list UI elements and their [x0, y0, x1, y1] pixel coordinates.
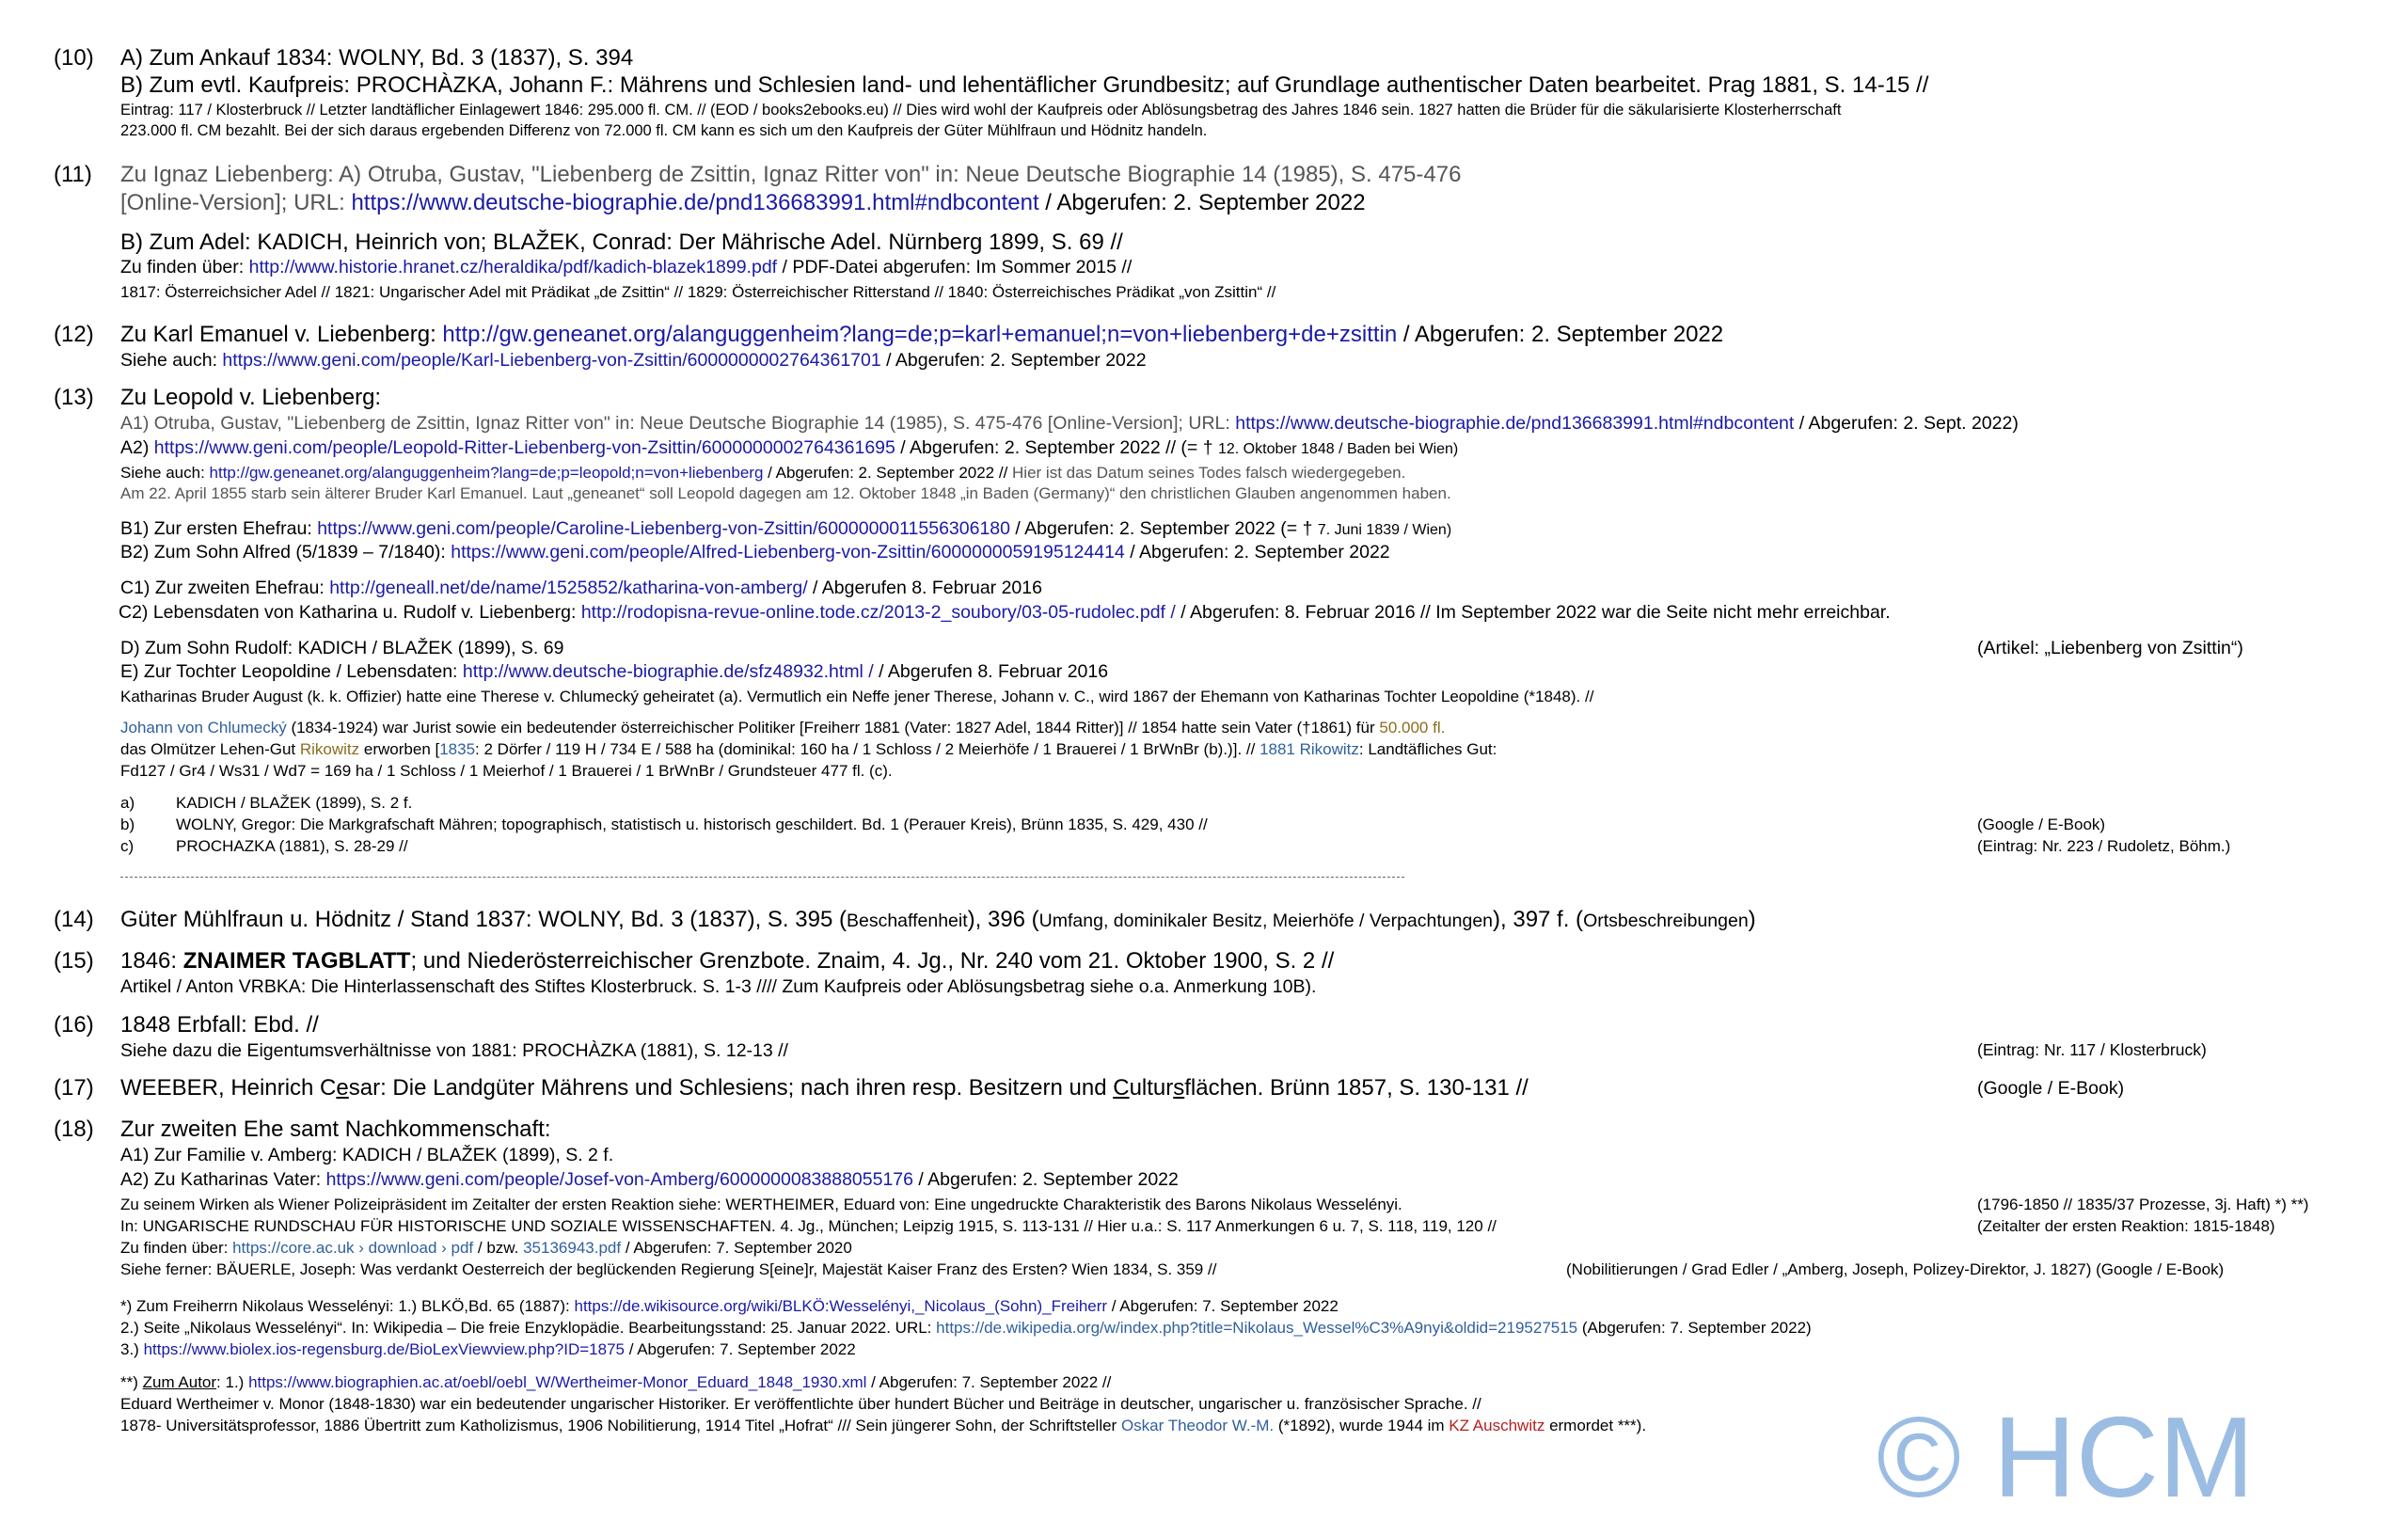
deutsche-biographie-sfz-link[interactable]: http://www.deutsche-biographie.de/sfz48932.html / — [462, 661, 874, 682]
note-11-line-b-suffix: / Abgerufen: 2. September 2022 — [1038, 190, 1366, 215]
geni-caroline-link[interactable]: https://www.geni.com/people/Caroline-Liebenberg-von-Zsittin/6000000011556306180 — [317, 518, 1010, 539]
footnote-2-suffix: (Abgerufen: 7. September 2022) — [1577, 1319, 1812, 1337]
biographien-oebl-link[interactable]: https://www.biographien.ac.at/oebl/oebl_W/Wertheimer-Monor_Eduard_1848_1930.xml — [248, 1373, 867, 1391]
note-13-line-c-suffix: / Abgerufen: 2. September 2022 // (= † — [895, 437, 1218, 458]
note-18-line-d-right: (1796-1850 // 1835/37 Prozesse, 3j. Haft) *) **) — [1977, 1196, 2309, 1213]
note-14-prefix: Güter Mühlfraun u. Hödnitz / Stand 1837: WOLNY, Bd. 3 (1837), S. 395 ( — [120, 907, 847, 932]
ref-right-b: (Google / E-Book) — [1977, 816, 2106, 833]
ref-key-b: b) — [120, 816, 135, 833]
note-18-line-a: Zur zweiten Ehe samt Nachkommenschaft: — [120, 1117, 551, 1142]
note-14-small-3: Ortsbeschreibungen — [1583, 911, 1749, 931]
note-18-line-f — [120, 1240, 852, 1256]
note-13-line-n-e: : 2 Dörfer / 119 H / 734 E / 588 ha (dominikal: 160 ha / 1 Schloss / 2 Meierhöfe / 1 Brauerei / 1 BrWnBr (b).)]. // — [475, 740, 1260, 758]
note-11-line-a: Zu Ignaz Liebenberg: A) Otruba, Gustav, "Liebenberg de Zsittin, Ignaz Ritter von" in: Neue Deutsche Biographie 14 (1985), S. 475-476 — [120, 162, 1462, 187]
footnote-4-prefix: **) — [120, 1373, 143, 1391]
note-13-line-m-text: (1834-1924) war Jurist sowie ein bedeutender österreichischer Politiker [Freiherr 1881 (Vater: 1827 Adel, 1844 Ritter)] // 1854 hatte sein Vater (†1861) für — [286, 719, 1380, 737]
note-18-line-c-prefix: A2) Zu Katharinas Vater: — [120, 1169, 326, 1190]
note-13-line-k-prefix: E) Zur Tochter Leopoldine / Lebensdaten: — [120, 661, 463, 682]
note-13-line-b-prefix: A1) Otruba, Gustav, "Liebenberg de Zsittin, Ignaz Ritter von" in: Neue Deutsche Biographie 14 (1985), S. 475-476 [Online-Version]; URL: — [120, 413, 1236, 434]
note-11-line-b — [120, 192, 1366, 214]
zum-autor-label: Zum Autor — [142, 1373, 217, 1391]
note-18-line-c — [120, 1171, 1179, 1190]
note-16-line-a: 1848 Erbfall: Ebd. // — [120, 1012, 319, 1038]
note-13-line-g-prefix: B2) Zum Sohn Alfred (5/1839 – 7/1840): — [120, 542, 452, 562]
note-number-15: (15) — [54, 948, 94, 974]
note-17-c: ultur — [1129, 1075, 1174, 1101]
geneall-katharina-link[interactable]: http://geneall.net/de/name/1525852/katharina-von-amberg/ — [329, 578, 808, 598]
geni-karl-link[interactable]: https://www.geni.com/people/Karl-Liebenberg-von-Zsittin/6000000002764361701 — [222, 350, 881, 371]
ndb-link-2[interactable]: https://www.deutsche-biographie.de/pnd136683991.html#ndbcontent — [1235, 413, 1795, 434]
note-14-line-a — [120, 909, 1756, 931]
note-17-u2: C — [1113, 1075, 1130, 1101]
note-18-line-g-right: (Nobilitierungen / Grad Edler / „Amberg, Joseph, Polizey-Direktor, J. 1827) (Google / E-Book) — [1566, 1260, 2225, 1278]
znaimer-tagblatt-title: ZNAIMER TAGBLATT — [182, 948, 411, 974]
ndb-link[interactable]: https://www.deutsche-biographie.de/pnd136683991.html#ndbcontent — [351, 190, 1039, 215]
note-13-line-l: Katharinas Bruder August (k. k. Offizier) hatte eine Therese v. Chlumecký geheiratet (a). Vermutlich ein Neffe jener Therese, Johann v. C., wird 1867 der Ehemann von Katharinas Tochter Leopoldine (*1848). // — [120, 688, 1594, 705]
note-13-line-n-c: erworben [ — [359, 740, 440, 758]
note-18-line-e: In: UNGARISCHE RUNDSCHAU FÜR HISTORISCHE UND SOZIALE WISSENSCHAFTEN. 4. Jg., München; Leipzig 1915, S. 113-131 // Hier u.a.: S. 117 Anmerkungen 6 u. 7, S. 118, 119, 120 // — [120, 1217, 1497, 1235]
note-13-line-d-prefix: Siehe auch: — [120, 464, 210, 482]
note-12-line-a — [120, 324, 1723, 346]
note-17-line-a — [120, 1077, 1529, 1100]
rodopisna-link[interactable]: http://rodopisna-revue-online.tode.cz/2013-2_soubory/03-05-rudolec.pdf / — [580, 602, 1176, 623]
note-17-b: sar: Die Landgüter Mährens und Schlesiens; nach ihren resp. Besitzern und — [348, 1075, 1114, 1101]
ref-text-b: WOLNY, Gregor: Die Markgrafschaft Mähren; topographisch, statistisch u. historisch geschildert. Bd. 1 (Perauer Kreis), Brünn 1835, S. 429, 430 // — [176, 816, 1208, 833]
note-18-line-e-right: (Zeitalter der ersten Reaktion: 1815-1848) — [1977, 1217, 2275, 1235]
note-13-line-f — [120, 520, 1451, 539]
geneanet-leopold-link[interactable]: http://gw.geneanet.org/alanguggenheim?lang=de;p=leopold;n=von+liebenberg — [209, 464, 764, 482]
rikowitz-name: Rikowitz — [299, 740, 360, 758]
note-14-small-1: Beschaffenheit — [846, 911, 968, 931]
note-13-line-j-right: (Artikel: „Liebenberg von Zsittin“) — [1977, 638, 2243, 658]
amount-50000: 50.000 fl. — [1379, 719, 1446, 737]
oskar-theodor-name: Oskar Theodor W.-M. — [1120, 1417, 1275, 1434]
rikowitz-1881: 1881 Rikowitz — [1259, 740, 1359, 758]
note-15-line-a — [120, 950, 1334, 973]
note-13-line-a: Zu Leopold v. Liebenberg: — [120, 385, 382, 410]
note-13-line-c-small: 12. Oktober 1848 / Baden bei Wien) — [1217, 441, 1459, 457]
geni-josef-amberg-link[interactable]: https://www.geni.com/people/Josef-von-Amberg/6000000083888055176 — [325, 1169, 913, 1190]
note-13-line-g — [120, 544, 1390, 562]
footnote-1-prefix: *) Zum Freiherrn Nikolaus Wesselényi: 1.) BLKÖ,Bd. 65 (1887): — [120, 1297, 575, 1315]
note-17-u1: e — [336, 1075, 349, 1101]
note-15-line-b: Artikel / Anton VRBKA: Die Hinterlassenschaft des Stiftes Klosterbruck. S. 1-3 //// Zum Kaufpreis oder Ablösungsbetrag siehe o.a. Anmerkung 10B). — [120, 976, 1317, 997]
note-number-13: (13) — [54, 385, 94, 410]
note-13-line-b — [120, 415, 2019, 434]
note-number-11: (11) — [54, 162, 92, 187]
chlumecky-name: Johann von Chlumecký — [120, 719, 287, 737]
note-13-line-o: Fd127 / Gr4 / Ws31 / Wd7 = 169 ha / 1 Schloss / 1 Meierhof / 1 Brauerei / 1 BrWnBr / Grundsteuer 477 fl. (c). — [120, 762, 893, 780]
note-11-line-c: B) Zum Adel: KADICH, Heinrich von; BLAŽEK, Conrad: Der Mährische Adel. Nürnberg 1899, S. 69 // — [120, 230, 1123, 255]
note-13-line-c-prefix: A2) — [120, 437, 154, 458]
note-10-line-b: B) Zum evtl. Kaufpreis: PROCHÀZKA, Johann F.: Mährens und Schlesien land- und lehentäflicher Grundbesitz; auf Grundlage authentischer Daten bearbeitet. Prag 1881, S. 14-15 // — [120, 72, 1929, 98]
note-18-line-d: Zu seinem Wirken als Wiener Polizeipräsident im Zeitalter der ersten Reaktion siehe: WERTHEIMER, Eduard von: Eine ungedruckte Charakteristik des Barons Nikolaus Wesselényi. — [120, 1196, 1402, 1213]
ref-key-a: a) — [120, 794, 135, 812]
note-13-line-i-prefix: C2) Lebensdaten von Katharina u. Rudolf v. Liebenberg: — [119, 602, 581, 623]
note-10-line-a: A) Zum Ankauf 1834: WOLNY, Bd. 3 (1837), S. 394 — [120, 45, 634, 71]
copyright-watermark: © HCM — [1877, 1393, 2255, 1521]
footnote-6 — [120, 1418, 1646, 1434]
note-17-a: WEEBER, Heinrich C — [120, 1075, 337, 1101]
note-13-line-d — [120, 465, 1405, 481]
note-12-line-b — [120, 352, 1147, 371]
note-14-end: ) — [1748, 907, 1756, 932]
note-11-line-e: 1817: Österreichsicher Adel // 1821: Ungarischer Adel mit Prädikat „de Zsittin“ // 1829: Österreichischer Ritterstand // 1840: Österreichisches Prädikat „von Zsittin“ // — [120, 283, 1276, 301]
footnote-6-prefix: 1878- Universitätsprofessor, 1886 Übertritt zum Katholizismus, 1906 Nobilitierung, 1914 Titel „Hofrat“ /// Sein jüngerer Sohn, der Schriftsteller — [120, 1417, 1121, 1434]
biolex-link[interactable]: https://www.biolex.ios-regensburg.de/BioLexViewview.php?ID=1875 — [143, 1340, 625, 1358]
note-number-18: (18) — [54, 1117, 94, 1142]
note-13-line-h-suffix: / Abgerufen 8. Februar 2016 — [807, 578, 1042, 598]
pdf-35136943-link[interactable]: 35136943.pdf — [523, 1239, 622, 1257]
note-15-prefix: 1846: — [120, 948, 183, 974]
note-18-line-f-mid: / bzw. — [473, 1239, 524, 1257]
footnote-5: Eduard Wertheimer v. Monor (1848-1830) war ein bedeutender ungarischer Historiker. Er veröffentlichte über hundert Bücher und Beiträge in deutscher, ungarischer u. französischer Sprache. // — [120, 1395, 1481, 1413]
note-13-line-j: D) Zum Sohn Rudolf: KADICH / BLAŽEK (1899), S. 69 — [120, 638, 564, 658]
note-13-line-f-prefix: B1) Zur ersten Ehefrau: — [120, 518, 318, 539]
note-18-line-f-suffix: / Abgerufen: 7. September 2020 — [621, 1239, 852, 1257]
note-number-12: (12) — [54, 322, 94, 347]
note-13-line-m — [120, 720, 1445, 736]
note-12-line-a-suffix: / Abgerufen: 2. September 2022 — [1397, 322, 1724, 347]
dashed-separator — [120, 877, 1404, 878]
kadich-blazek-pdf-link[interactable]: http://www.historie.hranet.cz/heraldika/pdf/kadich-blazek1899.pdf — [248, 257, 778, 277]
note-13-line-n-a: das Olmützer Lehen-Gut — [120, 740, 300, 758]
note-12-line-b-prefix: Siehe auch: — [120, 350, 223, 371]
note-14-mid-2: ), 397 f. ( — [1493, 907, 1584, 932]
note-11-line-b-prefix: [Online-Version]; URL: — [120, 190, 352, 215]
geni-alfred-link[interactable]: https://www.geni.com/people/Alfred-Liebenberg-von-Zsittin/6000000059195124414 — [451, 542, 1125, 562]
ref-text-c: PROCHAZKA (1881), S. 28-29 // — [176, 837, 408, 855]
note-10-line-d: 223.000 fl. CM bezahlt. Bei der sich daraus ergebenden Differenz von 72.000 fl. CM kann es sich um den Kaufpreis der Güter Mühlfraun und Hödnitz handeln. — [120, 122, 1208, 139]
note-18-line-g: Siehe ferner: BÄUERLE, Joseph: Was verdankt Oesterreich der beglückenden Regierung S[eine]r, Majestät Kaiser Franz des Ersten? Wien 1834, S. 359 // — [120, 1260, 1217, 1278]
core-ac-uk-link[interactable]: https://core.ac.uk › download › pdf — [232, 1239, 474, 1257]
note-number-16: (16) — [54, 1012, 94, 1038]
footnote-2 — [120, 1320, 1812, 1336]
footnote-1-suffix: / Abgerufen: 7. September 2022 — [1107, 1297, 1339, 1315]
note-number-17: (17) — [54, 1075, 94, 1101]
note-13-line-f-suffix: / Abgerufen: 2. September 2022 (= † — [1009, 518, 1318, 539]
note-13-line-n — [120, 741, 1497, 757]
note-13-line-g-suffix: / Abgerufen: 2. September 2022 — [1124, 542, 1390, 562]
note-15-suffix: ; und Niederösterreichischer Grenzbote. Znaim, 4. Jg., Nr. 240 vom 21. Oktober 1900, S. 2 // — [410, 948, 1335, 974]
note-13-line-i — [119, 604, 1891, 623]
note-18-line-c-suffix: / Abgerufen: 2. September 2022 — [913, 1169, 1179, 1190]
footnote-2-prefix: 2.) Seite „Nikolaus Wesselényi“. In: Wikipedia – Die freie Enzyklopädie. Bearbeitungsstand: 25. Januar 2022. URL: — [120, 1319, 937, 1337]
note-12-line-b-suffix: / Abgerufen: 2. September 2022 — [880, 350, 1147, 371]
footnote-6-mid: (*1892), wurde 1944 im — [1274, 1417, 1450, 1434]
wikisource-blkoe-link[interactable]: https://de.wikisource.org/wiki/BLKÖ:Wesselényi,_Nicolaus_(Sohn)_Freiherr — [574, 1297, 1108, 1315]
note-10-line-c: Eintrag: 117 / Klosterbruck // Letzter landtäflicher Einlagewert 1846: 295.000 fl. CM. // (EOD / books2ebooks.eu) // Dies wird wohl der Kaufpreis oder Ablösungsbetrag des Jahres 1846 sein. 1827 hatten die Brüder für die säkularisierte Klosterherrschaft — [120, 102, 1842, 119]
ref-text-a: KADICH / BLAŽEK (1899), S. 2 f. — [176, 794, 413, 812]
note-number-10: (10) — [54, 45, 94, 71]
note-13-line-k — [120, 663, 1108, 682]
note-13-line-k-suffix: / Abgerufen 8. Februar 2016 — [873, 661, 1109, 682]
footnote-3 — [120, 1341, 856, 1357]
note-16-line-b: Siehe dazu die Eigentumsverhältnisse von 1881: PROCHÀZKA (1881), S. 12-13 // — [120, 1040, 788, 1061]
note-13-line-c — [120, 439, 1458, 458]
note-17-d: flächen. Brünn 1857, S. 130-131 // — [1184, 1075, 1529, 1101]
note-18-line-f-prefix: Zu finden über: — [120, 1239, 233, 1257]
note-13-line-h-prefix: C1) Zur zweiten Ehefrau: — [120, 578, 330, 598]
note-13-line-e: Am 22. April 1855 starb sein älterer Bruder Karl Emanuel. Laut „geneanet“ soll Leopold dagegen am 12. Oktober 1848 „in Baden (Germany)“ den christlichen Glauben angenommen haben. — [120, 484, 1451, 502]
kz-auschwitz-label: KZ Auschwitz — [1449, 1417, 1545, 1434]
note-11-line-d-suffix: / PDF-Datei abgerufen: Im Sommer 2015 // — [777, 257, 1133, 277]
note-13-line-b-suffix: / Abgerufen: 2. Sept. 2022) — [1794, 413, 2019, 434]
note-14-small-2: Umfang, dominikaler Besitz, Meierhöfe / Verpachtungen — [1038, 911, 1494, 931]
note-number-14: (14) — [54, 907, 94, 932]
geneanet-karl-link[interactable]: http://gw.geneanet.org/alanguggenheim?lang=de;p=karl+emanuel;n=von+liebenberg+de+zsittin — [442, 322, 1398, 347]
note-14-mid: ), 396 ( — [967, 907, 1039, 932]
note-17-right: (Google / E-Book) — [1977, 1078, 2125, 1099]
ref-right-c: (Eintrag: Nr. 223 / Rudoletz, Böhm.) — [1977, 837, 2231, 855]
footnote-6-suffix: ermordet ***). — [1545, 1417, 1647, 1434]
note-16-right: (Eintrag: Nr. 117 / Klosterbruck) — [1977, 1040, 2207, 1059]
wikipedia-wesselenyi-link[interactable]: https://de.wikipedia.org/w/index.php?title=Nikolaus_Wessel%C3%A9nyi&oldid=219527515 — [936, 1319, 1578, 1337]
footnote-4-suffix: / Abgerufen: 7. September 2022 // — [866, 1373, 1112, 1391]
geni-leopold-link[interactable]: https://www.geni.com/people/Leopold-Ritter-Liebenberg-von-Zsittin/6000000002764361695 — [153, 437, 895, 458]
year-1835: 1835 — [439, 740, 476, 758]
note-12-line-a-prefix: Zu Karl Emanuel v. Liebenberg: — [120, 322, 443, 347]
note-11-line-d — [120, 259, 1132, 277]
footnote-4 — [120, 1374, 1111, 1390]
footnote-4-mid: : 1.) — [216, 1373, 249, 1391]
note-17-u3: s — [1173, 1075, 1185, 1101]
footnote-1 — [120, 1298, 1339, 1314]
note-11-line-d-prefix: Zu finden über: — [120, 257, 249, 277]
note-13-line-d-suffix: / Abgerufen: 2. September 2022 // — [763, 464, 1013, 482]
note-13-line-d-remark: Hier ist das Datum seines Todes falsch wiedergegeben. — [1012, 464, 1406, 482]
ref-key-c: c) — [120, 837, 135, 855]
note-13-line-h — [120, 579, 1042, 598]
note-13-line-i-suffix: / Abgerufen: 8. Februar 2016 // Im September 2022 war die Seite nicht mehr erreichbar. — [1175, 602, 1891, 623]
note-13-line-f-small: 7. Juni 1839 / Wien) — [1317, 522, 1452, 538]
footnote-3-suffix: / Abgerufen: 7. September 2022 — [624, 1340, 856, 1358]
note-13-line-n-g: : Landtäfliches Gut: — [1358, 740, 1497, 758]
note-18-line-b: A1) Zur Familie v. Amberg: KADICH / BLAŽEK (1899), S. 2 f. — [120, 1145, 614, 1165]
footnote-3-prefix: 3.) — [120, 1340, 144, 1358]
